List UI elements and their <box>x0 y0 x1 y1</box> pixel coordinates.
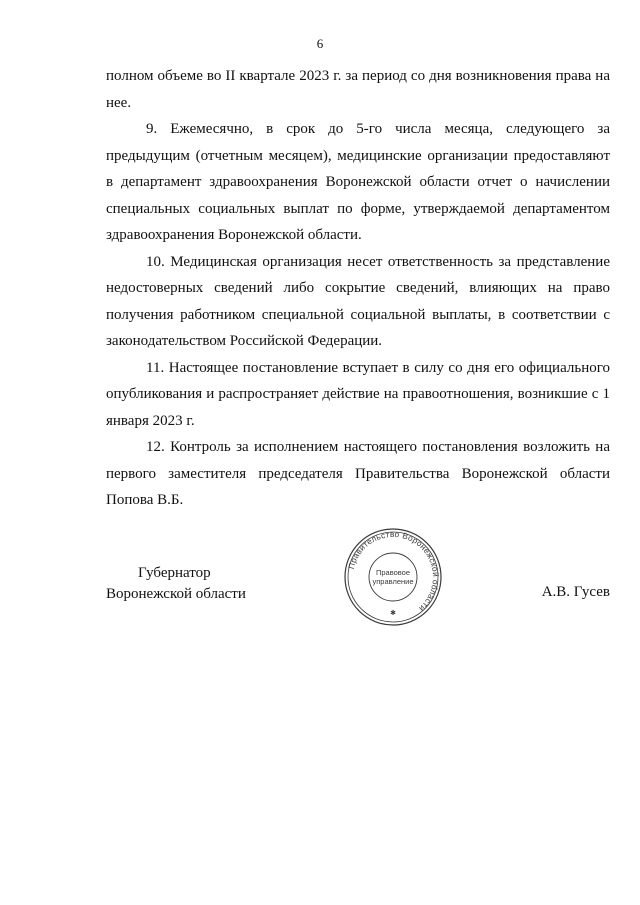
stamp-outer-text: Правительство Воронежской области <box>346 529 441 614</box>
signatory-title-line1: Губернатор <box>138 565 211 581</box>
signatory-name: А.В. Гусев <box>541 584 610 600</box>
signatory-title-line2: Воронежской области <box>106 586 246 602</box>
page-number: 6 <box>316 36 324 51</box>
document-body <box>106 63 610 514</box>
paragraph-item-10: 10. Медицинская организация несет ответственность за представление недостоверных сведений либо сокрытие сведений, влияющих на право получения работником специальной социальной выплаты, в соответствии с законодательством Российской Федерации. <box>106 253 610 349</box>
stamp-star-icon: ✱ <box>390 609 396 617</box>
paragraph-item-9: 9. Ежемесячно, в срок до 5-го числа месяца, следующего за предыдущим (отчетным месяцем), медицинские организации предоставляют в департамент здравоохранения Воронежской области отчет о начислении специальных социальных выплат по форме, утверждаемой департаментом здравоохранения Воронежской области. <box>106 121 610 243</box>
stamp-inner-text-line1: Правовое <box>375 568 411 577</box>
paragraph-item-11: 11. Настоящее постановление вступает в силу со дня его официального опубликования и распространяет действие на правоотношения, возникшие с 1 января 2023 г. <box>106 359 610 429</box>
official-stamp <box>343 527 443 627</box>
signatory-title <box>106 563 246 605</box>
signature-block <box>0 563 640 643</box>
paragraph-item-12: 12. Контроль за исполнением настоящего постановления возложить на первого заместителя председателя Правительства Воронежской области Попова В.Б. <box>106 439 610 508</box>
paragraph-continuation: полном объеме во II квартале 2023 г. за период со дня возникновения права на нее. <box>106 68 610 111</box>
stamp-inner-text-line2: управление <box>372 577 414 586</box>
